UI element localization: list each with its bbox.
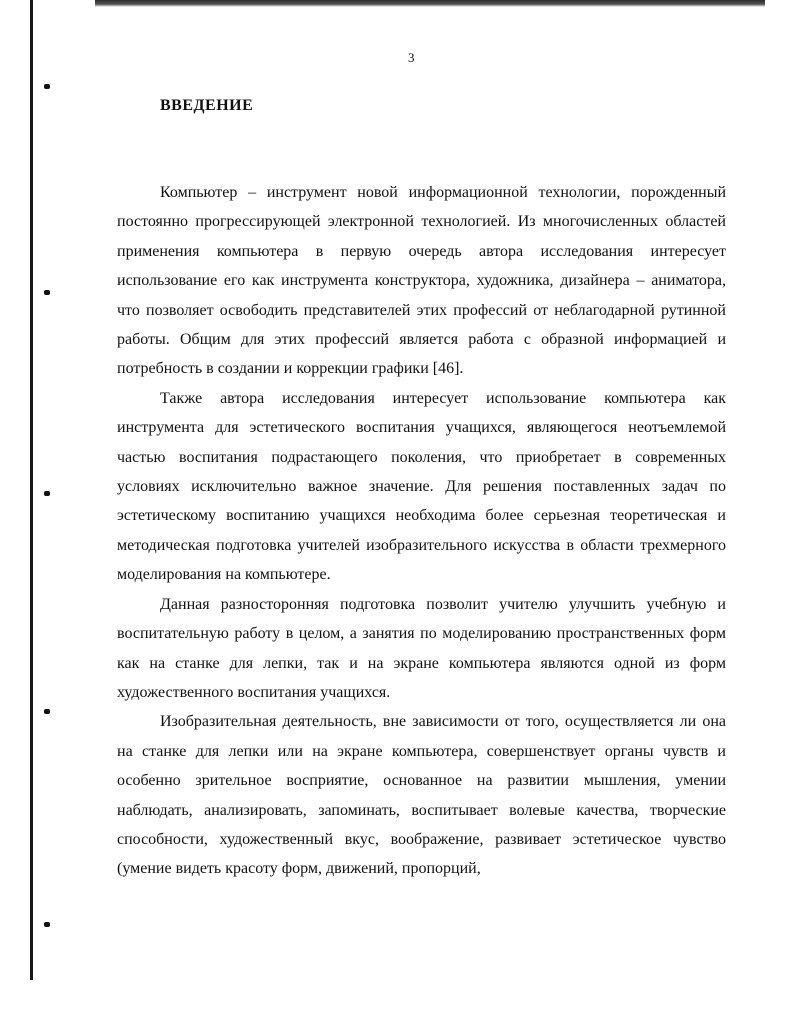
margin-punch-mark: [44, 922, 50, 927]
scan-left-edge: [30, 0, 33, 980]
margin-punch-mark: [44, 84, 50, 89]
paragraph: Компьютер – инструмент новой информационной технологии, порожденный постоянно прогрессирующей электронной технологией. Из многочисленных областей применения компьютера в первую очередь автора исследования интересует использование его как инструмента конструктора, художника, дизайнера – аниматора, что позволяет освободить представителей этих профессий от неблагодарной рутинной работы. Общим для этих профессий является работа с образной информацией и потребность в создании и коррекции графики [46].: [117, 184, 726, 378]
scan-top-edge: [95, 0, 765, 7]
margin-punch-mark: [44, 290, 50, 295]
margin-punch-mark: [44, 491, 50, 496]
paragraph: Также автора исследования интересует использование компьютера как инструмента для эстетического воспитания учащихся, являющегося неотъемлемой частью воспитания подрастающего поколения, что приобретает в современных условиях исключительно важное значение. Для решения поставленных задач по эстетическому воспитанию учащихся необходима более серьезная теоретическая и методическая подготовка учителей изобразительного искусства в области трехмерного моделирования на компьютере.: [117, 389, 726, 584]
margin-punch-mark: [44, 709, 50, 714]
paragraph: Данная разносторонняя подготовка позволит учителю улучшить учебную и воспитательную работу в целом, а занятия по моделированию пространственных форм как на станке для лепки, так и на экране компьютера являются одной из форм художественного воспитания учащихся.: [117, 595, 726, 701]
body-text: [117, 178, 726, 884]
page-number: 3: [408, 50, 415, 65]
paragraph: Изобразительная деятельность, вне зависимости от того, осуществляется ли она на станке для лепки или на экране компьютера, совершенствует органы чувств и особенно зрительное восприятие, основанное на развитии мышления, умении наблюдать, анализировать, запоминать, воспитывает волевые качества, творческие способности, художественный вкус, воображение, развивает эстетическое чувство (умение видеть красоту форм, движений, пропорций,: [117, 713, 726, 878]
section-heading: ВВЕДЕНИЕ: [160, 97, 254, 114]
